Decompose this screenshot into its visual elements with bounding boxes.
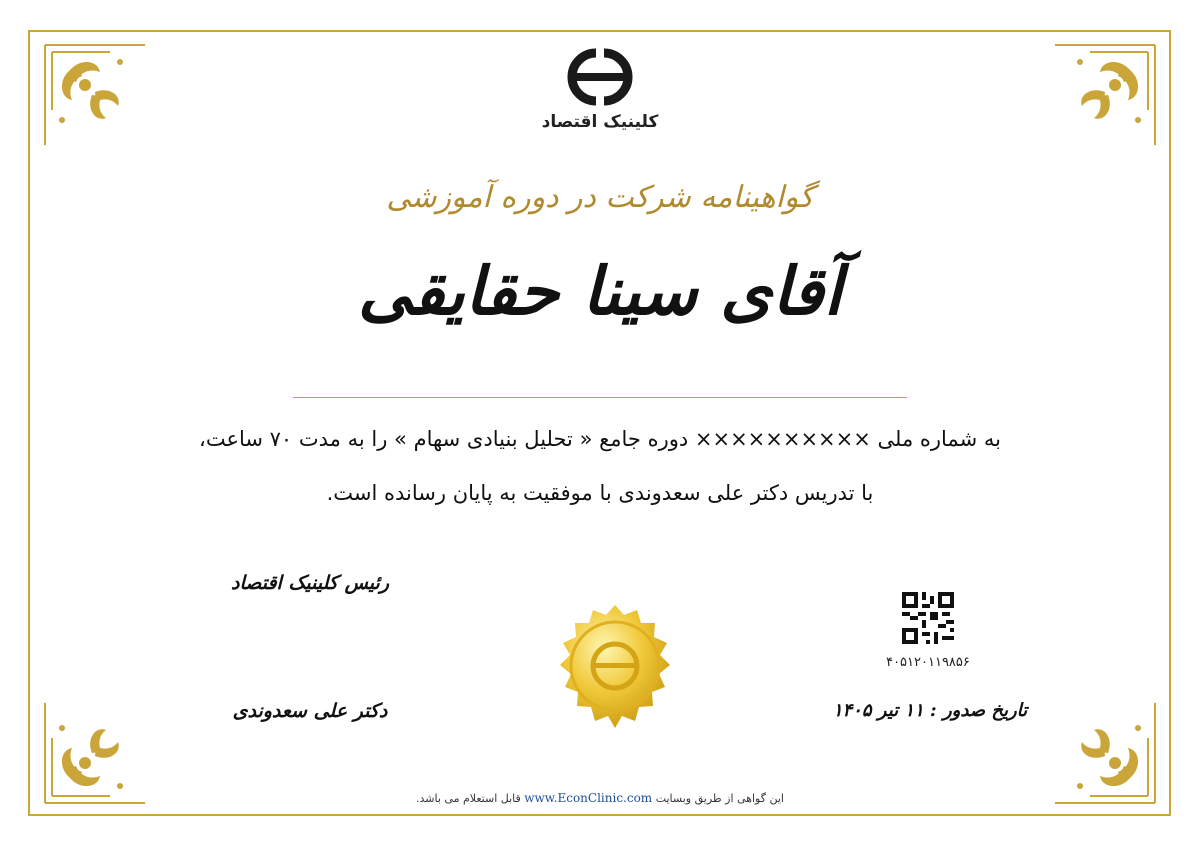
footer-verification-note [300, 791, 900, 805]
signer-role: رئیس کلینیک اقتصاد [230, 572, 389, 594]
ornament-corner-icon [40, 698, 150, 808]
certificate-subtitle: گواهینامه شرکت در دوره آموزشی [386, 180, 814, 215]
ornament-corner-icon [1050, 698, 1160, 808]
divider [293, 397, 907, 398]
website-link[interactable]: www.EconClinic.com [524, 791, 653, 805]
ornament-corner-icon [40, 40, 150, 150]
ornament-corner-icon [1050, 40, 1160, 150]
body-text-line-2: با تدریس دکتر علی سعدوندی با موفقیت به پایان رسانده است. [326, 481, 874, 505]
body-text-line-1: به شماره ملی ×××××××××× دوره جامع « تحلیل بنیادی سهام » را به مدت ۷۰ ساعت، [199, 427, 1001, 451]
signer-name: دکتر علی سعدوندی [232, 700, 388, 722]
footer-text-after: قابل استعلام می باشد. [416, 792, 521, 805]
gold-seal-icon [540, 592, 690, 742]
certificate-number: ۴۰۵۱۲۰۱۱۹۸۵۶ [886, 655, 970, 670]
ec-logo-icon [558, 45, 642, 109]
footer-text-before: این گواهی از طریق وبسایت [655, 792, 784, 805]
issue-date: تاریخ صدور : ۱۱ تیر ۱۴۰۵ [832, 700, 1028, 721]
recipient-name: آقای سینا حقایقی [358, 252, 842, 330]
logo-text: کلینیک اقتصاد [541, 112, 659, 132]
qr-code-icon[interactable] [902, 592, 954, 644]
